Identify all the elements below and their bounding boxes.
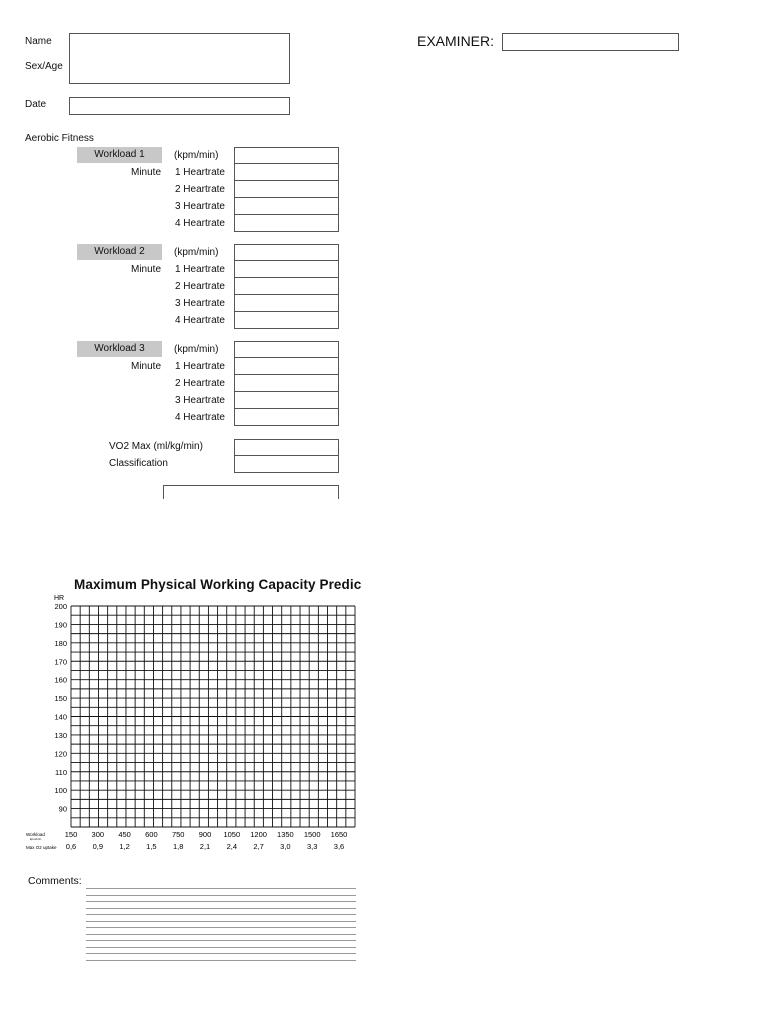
comment-line[interactable] <box>86 908 356 909</box>
comment-line[interactable] <box>86 927 356 928</box>
y-tick-label: 200 <box>54 602 67 611</box>
workload-2-label: Workload 2 <box>77 244 162 260</box>
x-tick-label: 1650 <box>330 830 348 839</box>
workload-1-heartrate-2-input[interactable] <box>234 181 339 198</box>
y-tick-label: 180 <box>54 638 67 648</box>
workload-3-heartrate-3-input[interactable] <box>234 392 339 409</box>
workload-1-heartrate-4-label: 4 Heartrate <box>174 218 225 229</box>
comment-line[interactable] <box>86 960 356 961</box>
x-tick-label: 600 <box>145 830 158 839</box>
comment-line[interactable] <box>86 953 356 954</box>
workload-3-unit: (kpm/min) <box>174 344 219 355</box>
workload-1-heartrate-2-label: 2 Heartrate <box>174 184 225 195</box>
name-sexage-field[interactable] <box>69 33 290 84</box>
x2-tick-label: 3,6 <box>333 842 345 851</box>
comment-line[interactable] <box>86 947 356 948</box>
workload-2-heartrate-2-input[interactable] <box>234 278 339 295</box>
workload-2-heartrate-4-label: 4 Heartrate <box>174 315 225 326</box>
x2-tick-label: 2,4 <box>226 842 238 851</box>
comment-line[interactable] <box>86 921 356 922</box>
y-tick-label: 170 <box>54 657 67 667</box>
x-tick-label: 150 <box>64 830 78 839</box>
y-tick-label: 150 <box>54 694 67 704</box>
y-tick-label: 110 <box>55 767 67 777</box>
working-capacity-grid-chart[interactable] <box>0 590 380 860</box>
x2-tick-label: 1,5 <box>146 842 157 851</box>
result-box[interactable] <box>163 485 339 499</box>
workload-1-unit: (kpm/min) <box>174 150 219 161</box>
workload-2-heartrate-4-input[interactable] <box>234 312 339 329</box>
comment-line[interactable] <box>86 901 356 902</box>
x2-tick-label: 1,2 <box>119 842 130 851</box>
y-tick-label: 190 <box>54 620 67 630</box>
workload-1-heartrate-3-label: 3 Heartrate <box>174 201 225 212</box>
name-label: Name <box>25 36 52 47</box>
date-label: Date <box>25 99 47 110</box>
y-tick-label: 140 <box>54 712 67 722</box>
classification-label: Classification <box>109 458 168 469</box>
comment-line[interactable] <box>86 940 356 941</box>
workload-3-label: Workload 3 <box>77 341 162 357</box>
workload-3-heartrate-2-input[interactable] <box>234 375 339 392</box>
workload-2-unit: (kpm/min) <box>174 247 219 258</box>
x-axis-unit: kpm/min <box>30 837 42 841</box>
workload-3-heartrate-4-input[interactable] <box>234 409 339 426</box>
x2-tick-label: 0,9 <box>92 842 104 851</box>
chart-title: Maximum Physical Working Capacity Predic <box>74 577 362 592</box>
comment-line[interactable] <box>86 914 356 915</box>
x2-tick-label: 0,6 <box>65 842 77 851</box>
x-tick-label: 1500 <box>303 830 321 839</box>
workload-2-heartrate-1-label: 1 Heartrate <box>174 264 225 275</box>
workload-2-minute-label: Minute <box>130 264 161 275</box>
workload-2-heartrate-3-input[interactable] <box>234 295 339 312</box>
sexage-label: Sex/Age <box>25 61 63 72</box>
workload-1-heartrate-1-label: 1 Heartrate <box>174 167 225 178</box>
x2-tick-label: 1,8 <box>172 842 184 851</box>
workload-1-minute-label: Minute <box>130 167 161 178</box>
workload-3-heartrate-4-label: 4 Heartrate <box>174 412 225 423</box>
x2-tick-label: 2,7 <box>253 842 264 851</box>
workload-3-minute-label: Minute <box>130 361 161 372</box>
x-axis-label: Workload <box>26 832 45 837</box>
x-tick-label: 450 <box>118 830 131 839</box>
x-tick-label: 1200 <box>250 830 267 839</box>
x-tick-label: 1350 <box>277 830 294 839</box>
workload-3-value-input[interactable] <box>234 341 339 358</box>
y-tick-label: 120 <box>54 749 67 759</box>
workload-3-heartrate-1-label: 1 Heartrate <box>174 361 225 372</box>
y-tick-label: 90 <box>58 804 67 814</box>
workload-2-heartrate-1-input[interactable] <box>234 261 339 278</box>
workload-3-heartrate-2-label: 2 Heartrate <box>174 378 225 389</box>
date-field[interactable] <box>69 97 290 115</box>
examiner-field[interactable] <box>502 33 679 51</box>
comment-line[interactable] <box>86 888 356 889</box>
workload-1-heartrate-1-input[interactable] <box>234 164 339 181</box>
workload-3-heartrate-3-label: 3 Heartrate <box>174 395 225 406</box>
workload-1-heartrate-4-input[interactable] <box>234 215 339 232</box>
workload-1-cells <box>234 147 339 232</box>
workload-2-value-input[interactable] <box>234 244 339 261</box>
x-tick-label: 750 <box>171 830 185 839</box>
classification-input[interactable] <box>234 456 339 473</box>
x2-tick-label: 3,3 <box>306 842 318 851</box>
aerobic-section-title: Aerobic Fitness <box>25 133 94 144</box>
comment-line[interactable] <box>86 895 356 896</box>
workload-3-cells <box>234 341 339 426</box>
x-tick-label: 1050 <box>223 830 241 839</box>
workload-1-heartrate-3-input[interactable] <box>234 198 339 215</box>
examiner-label: EXAMINER: <box>417 33 495 49</box>
y-axis-label: HR <box>54 595 65 602</box>
comment-line[interactable] <box>86 934 356 935</box>
vo2-cells <box>234 439 339 473</box>
x-tick-label: 900 <box>198 830 212 839</box>
workload-2-heartrate-2-label: 2 Heartrate <box>174 281 225 292</box>
comments-label: Comments: <box>28 875 82 887</box>
workload-2-heartrate-3-label: 3 Heartrate <box>174 298 225 309</box>
vo2-max-input[interactable] <box>234 439 339 456</box>
workload-1-value-input[interactable] <box>234 147 339 164</box>
x2-tick-label: 3,0 <box>280 842 291 851</box>
workload-2-cells <box>234 244 339 329</box>
y-tick-label: 160 <box>54 675 67 685</box>
vo2-max-label: VO2 Max (ml/kg/min) <box>109 441 203 452</box>
workload-3-heartrate-1-input[interactable] <box>234 358 339 375</box>
y-tick-label: 130 <box>54 730 67 740</box>
workload-1-label: Workload 1 <box>77 147 162 163</box>
x2-tick-label: 2,1 <box>199 842 211 851</box>
x2-axis-label: Max O2 uptake <box>26 845 57 850</box>
x-tick-label: 300 <box>91 830 105 839</box>
y-tick-label: 100 <box>54 786 67 796</box>
